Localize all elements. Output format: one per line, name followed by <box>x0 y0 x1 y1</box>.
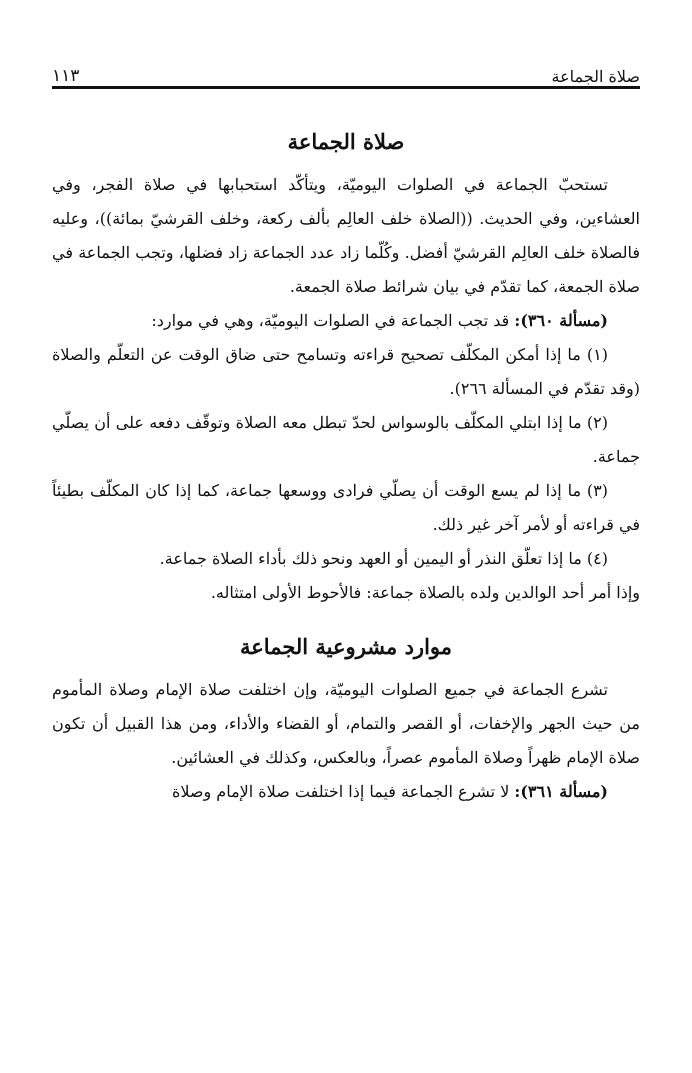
issue-360 <box>52 304 640 338</box>
issue-361 <box>52 775 640 809</box>
page-number: ١١٣ <box>52 66 80 86</box>
legitimacy-paragraph: تشرع الجماعة في جميع الصلوات اليوميّة، وإن اختلفت صلاة الإمام وصلاة المأموم من حيث الجهر والإخفات، أو القصر والتمام، أو القضاء والأداء، ومن هذا القبيل أن تكون صلاة الإمام ظهراً وصلاة المأموم عصراً، وبالعكس، وكذلك في العشائين. <box>52 680 640 767</box>
issue-361-text: لا تشرع الجماعة فيما إذا اختلفت صلاة الإمام وصلاة <box>171 782 515 801</box>
list-item-2: (٢) ما إذا ابتلي المكلّف بالوسواس لحدّ تبطل معه الصلاة وتوقّف دفعه على أن يصلّي جماعة. <box>52 413 640 466</box>
issue-360-label: (مسألة ٣٦٠): <box>514 311 608 330</box>
list-item-3: (٣) ما إذا لم يسع الوقت أن يصلّي فرادى ووسعها جماعة، كما إذا كان المكلّف بطيئاً في قراءته أو لأمر آخر غير ذلك. <box>52 481 640 534</box>
parents-paragraph: وإذا أمر أحد الوالدين ولده بالصلاة جماعة: فالأحوط الأولى امتثاله. <box>210 583 640 602</box>
issue-361-label: (مسألة ٣٦١): <box>514 782 608 801</box>
issue-360-text: قد تجب الجماعة في الصلوات اليوميّة، وهي في موارد: <box>151 311 515 330</box>
intro-paragraph: تستحبّ الجماعة في الصلوات اليوميّة، ويتأكّد استحبابها في صلاة الفجر، وفي العشاءين، وفي الحديث. ((الصلاة خلف العالِم بألف ركعة، وخلف القرشيّ بمائة))، وعليه فالصلاة خلف العالِم القرشيّ أفضل. وكُلّما زاد عدد الجماعة زاد فضلها، وتجب الجماعة في صلاة الجمعة، كما تقدّم في بيان شرائط صلاة الجمعة. <box>52 175 640 296</box>
running-title: صلاة الجماعة <box>551 67 640 86</box>
book-page <box>52 56 640 809</box>
section-title-congregational-prayer: صلاة الجماعة <box>287 129 405 154</box>
running-header <box>52 56 640 89</box>
section-title-legitimacy: موارد مشروعية الجماعة <box>240 634 452 659</box>
list-item-4: (٤) ما إذا تعلّق النذر أو اليمين أو العهد ونحو ذلك بأداء الصلاة جماعة. <box>159 549 608 568</box>
list-item-1: (١) ما إذا أمكن المكلّف تصحيح قراءته وتسامح حتى ضاق الوقت عن التعلّم والصلاة (وقد تقدّم في المسألة ٢٦٦). <box>52 345 640 398</box>
